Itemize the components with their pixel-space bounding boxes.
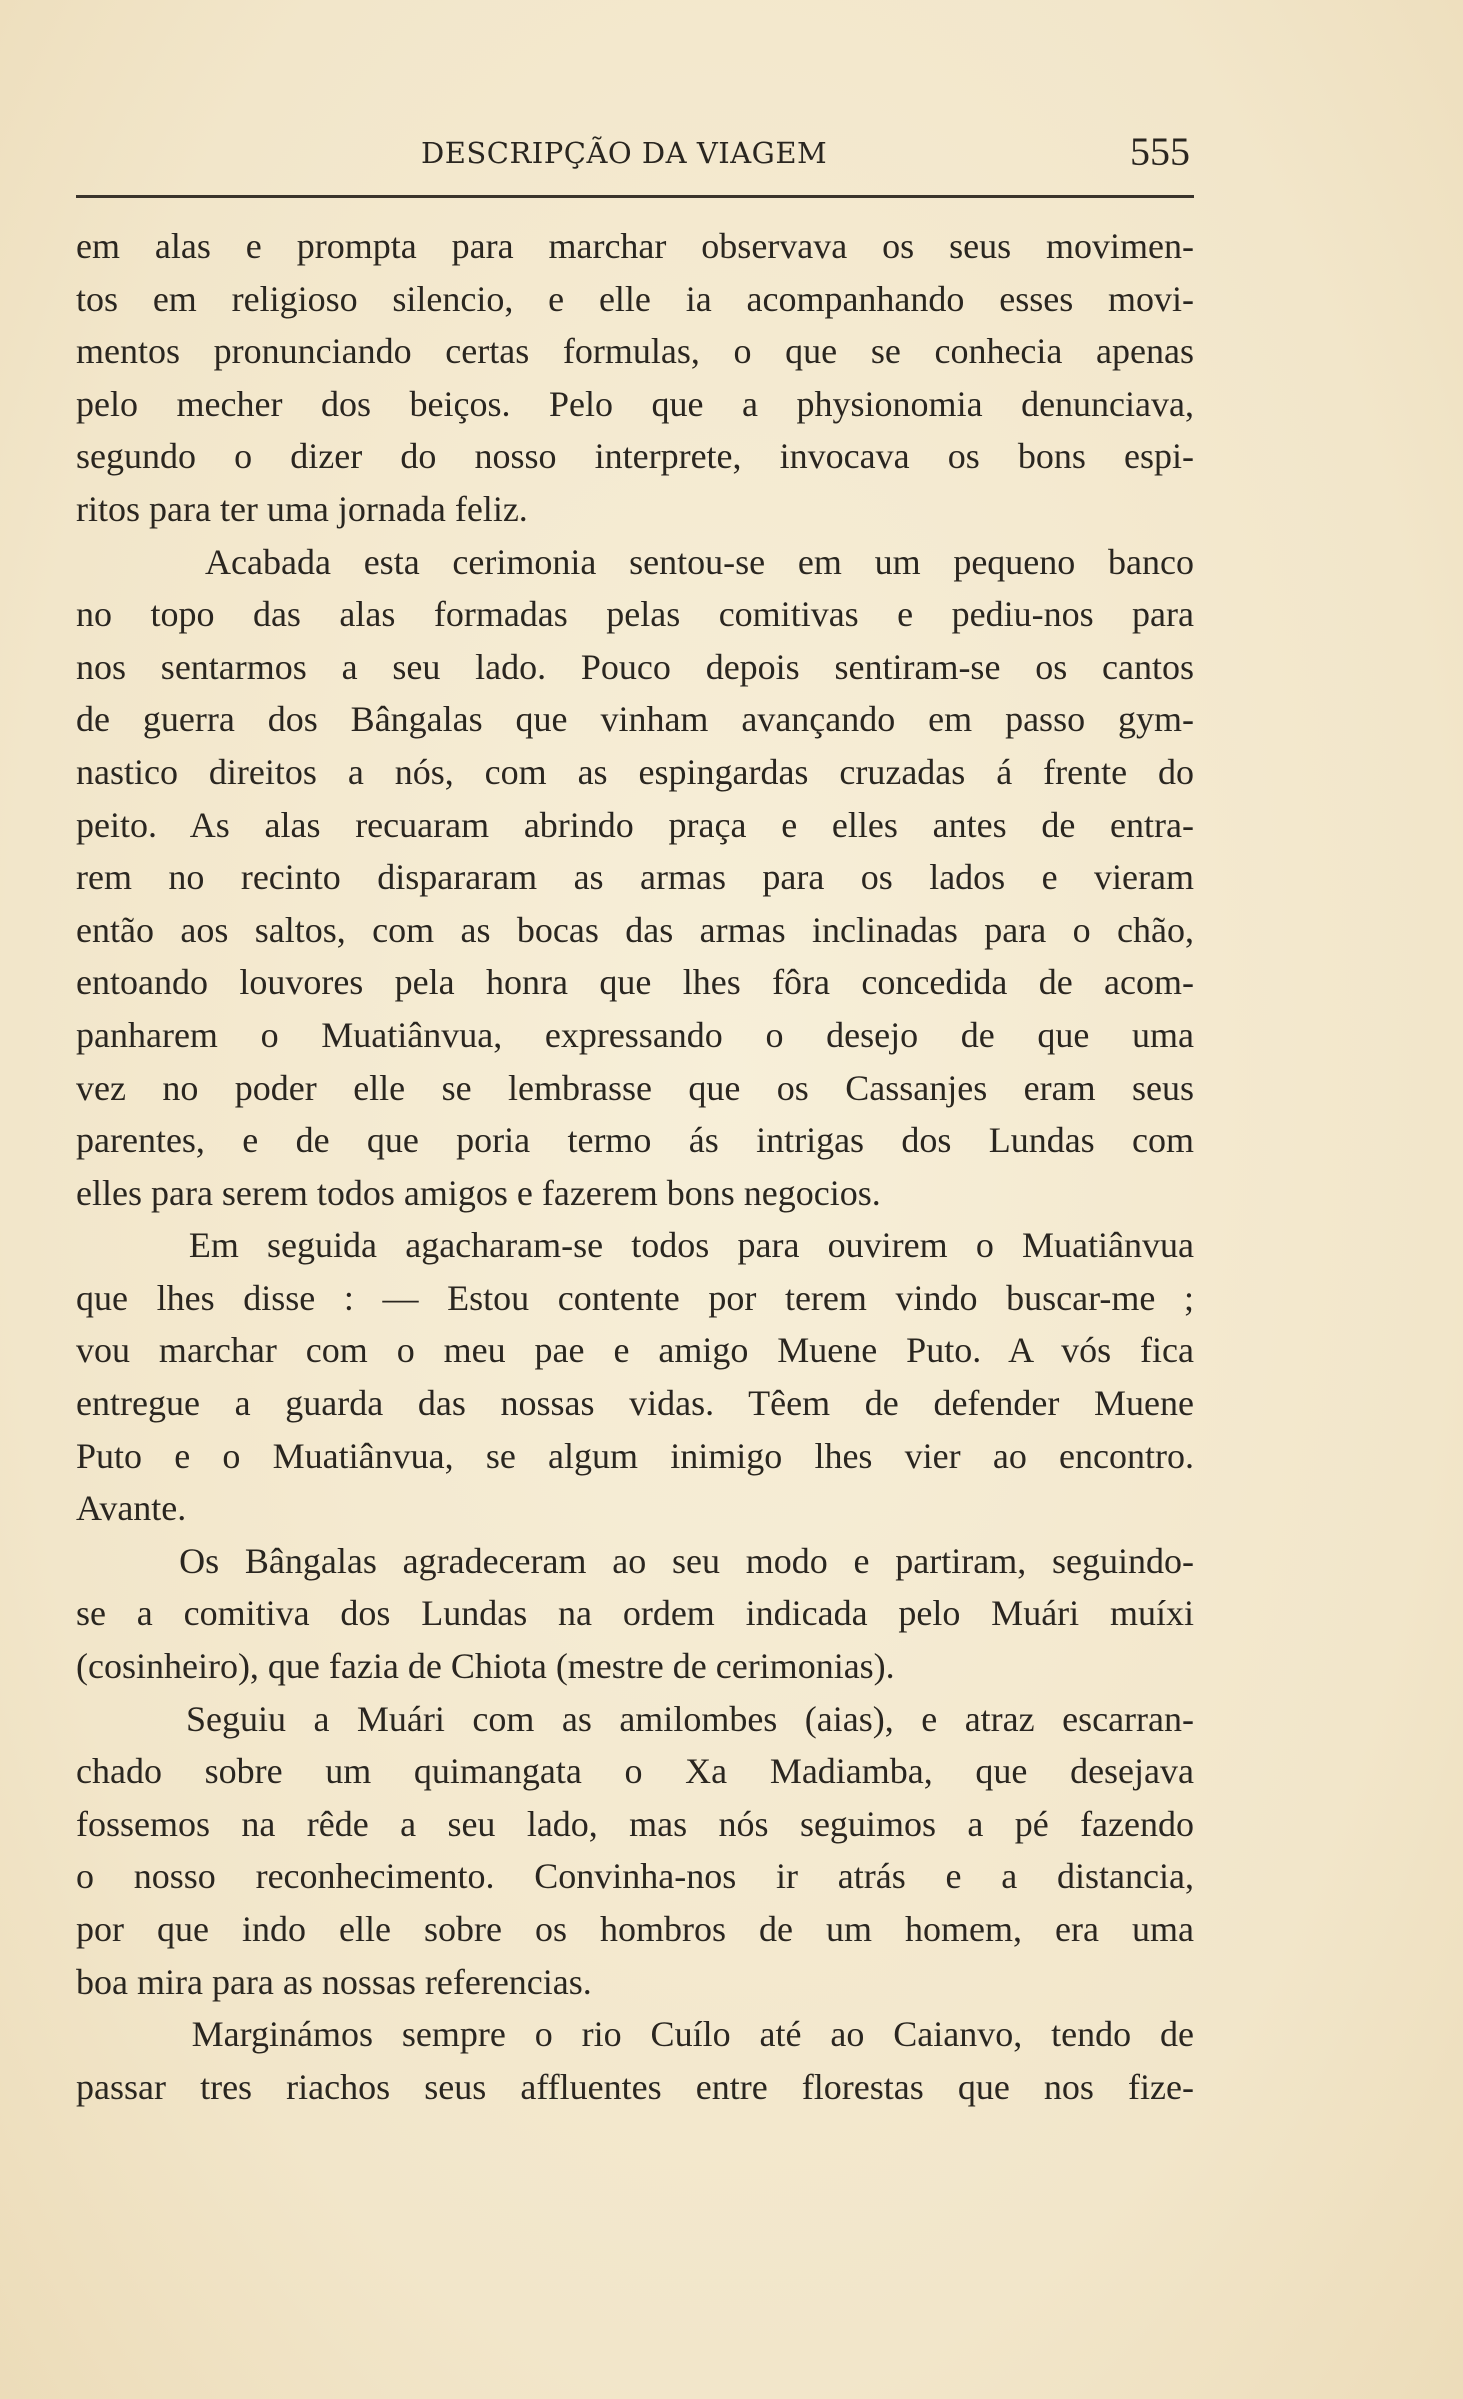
text-line: por que indo elle sobre os hombros de um homem, era uma bbox=[76, 1909, 1194, 1949]
text-line: o nosso reconhecimento. Convinha-nos ir atrás e a distancia, bbox=[76, 1856, 1194, 1897]
text-line: Os Bângalas agradeceram ao seu modo e partiram, seguindo- bbox=[76, 1540, 1194, 1581]
text-line: passar tres riachos seus affluentes entre florestas que nos fize- bbox=[76, 2066, 1194, 2107]
text-line: peito. As alas recuaram abrindo praça e elles antes de entra- bbox=[76, 804, 1194, 845]
text-line: em alas e prompta para marchar observava os seus movimen- bbox=[76, 226, 1194, 266]
text-line: então aos saltos, com as bocas das armas inclinadas para o chão, bbox=[76, 909, 1194, 950]
page-header bbox=[76, 130, 1194, 180]
text-line: de guerra dos Bângalas que vinham avançando em passo gym- bbox=[76, 699, 1194, 740]
text-line: Avante. bbox=[76, 1488, 187, 1529]
text-line: (cosinheiro), que fazia de Chiota (mestre de cerimonias). bbox=[76, 1646, 895, 1687]
text-line: Acabada esta cerimonia sentou-se em um pequeno banco bbox=[76, 541, 1194, 582]
text-line: que lhes disse : — Estou contente por terem vindo buscar-me ; bbox=[76, 1277, 1194, 1318]
text-line: nastico direitos a nós, com as espingardas cruzadas á frente do bbox=[76, 751, 1194, 792]
text-line: tos em religioso silencio, e elle ia acompanhando esses movi- bbox=[76, 278, 1194, 319]
text-line: ritos para ter uma jornada feliz. bbox=[76, 488, 528, 529]
text-line: Seguiu a Muári com as amilombes (aias), e atraz escarran- bbox=[76, 1698, 1194, 1739]
running-head: DESCRIPÇÃO DA VIAGEM bbox=[421, 136, 828, 170]
text-line: entoando louvores pela honra que lhes fôra concedida de acom- bbox=[76, 962, 1194, 1003]
text-line: pelo mecher dos beiços. Pelo que a physionomia denunciava, bbox=[76, 383, 1194, 424]
text-line: elles para serem todos amigos e fazerem bons negocios. bbox=[76, 1172, 881, 1213]
text-line: chado sobre um quimangata o Xa Madiamba, que desejava bbox=[76, 1751, 1194, 1792]
text-line: Marginámos sempre o rio Cuílo até ao Caianvo, tendo de bbox=[76, 2014, 1194, 2055]
text-line: Em seguida agacharam-se todos para ouvirem o Muatiânvua bbox=[76, 1225, 1194, 1266]
text-line: panharem o Muatiânvua, expressando o desejo de que uma bbox=[76, 1014, 1194, 1055]
text-line: parentes, e de que poria termo ás intrigas dos Lundas com bbox=[76, 1120, 1194, 1161]
text-line: nos sentarmos a seu lado. Pouco depois sentiram-se os cantos bbox=[76, 646, 1194, 687]
page-number: 555 bbox=[1130, 129, 1190, 174]
text-line: fossemos na rêde a seu lado, mas nós seguimos a pé fazendo bbox=[76, 1803, 1194, 1844]
body-text bbox=[76, 220, 1194, 2113]
text-line: entregue a guarda das nossas vidas. Têem de defender Muene bbox=[76, 1383, 1194, 1424]
text-line: segundo o dizer do nosso interprete, invocava os bons espi- bbox=[76, 436, 1194, 477]
text-line: boa mira para as nossas referencias. bbox=[76, 1961, 592, 2002]
text-line: no topo das alas formadas pelas comitivas e pediu-nos para bbox=[76, 594, 1194, 635]
text-line: vou marchar com o meu pae e amigo Muene Puto. A vós fica bbox=[76, 1330, 1194, 1371]
header-rule bbox=[76, 195, 1194, 198]
text-line: mentos pronunciando certas formulas, o que se conhecia apenas bbox=[76, 331, 1194, 372]
text-line: vez no poder elle se lembrasse que os Cassanjes eram seus bbox=[76, 1067, 1194, 1108]
text-line: se a comitiva dos Lundas na ordem indicada pelo Muári muíxi bbox=[76, 1593, 1194, 1634]
text-line: rem no recinto dispararam as armas para os lados e vieram bbox=[76, 857, 1194, 898]
text-line: Puto e o Muatiânvua, se algum inimigo lhes vier ao encontro. bbox=[76, 1435, 1194, 1476]
